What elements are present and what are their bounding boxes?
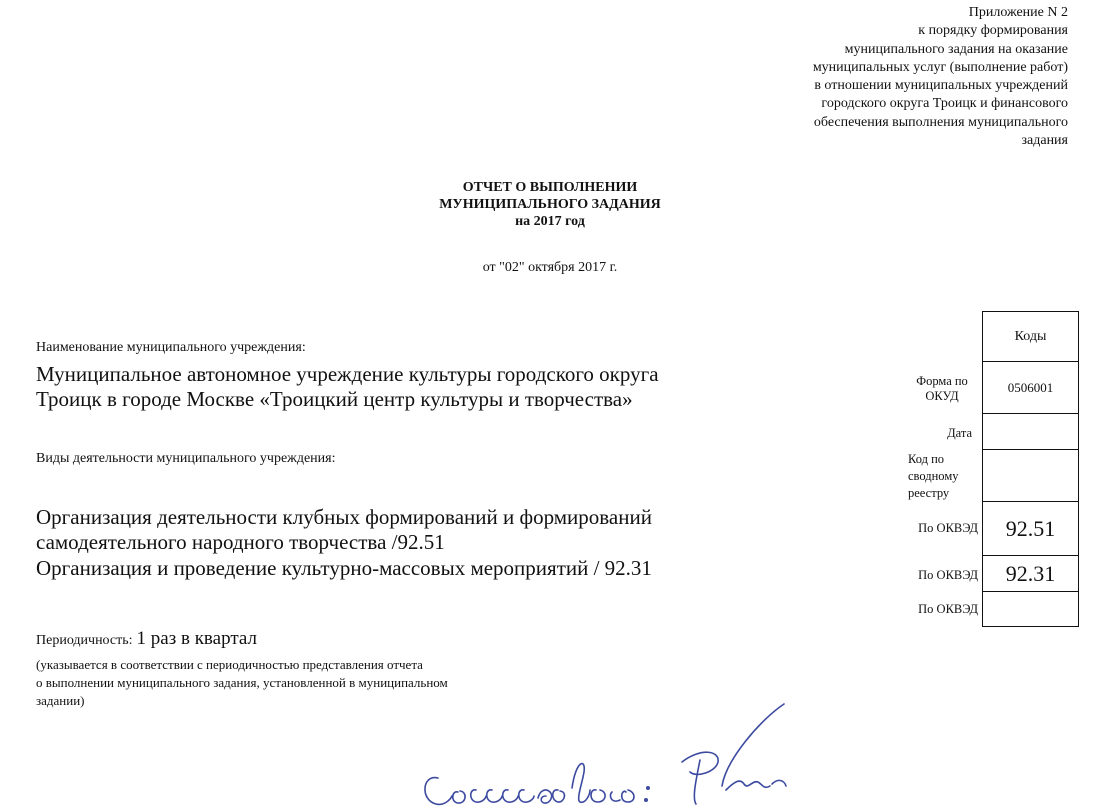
appendix-note <box>813 4 1068 150</box>
registry-code-value <box>983 450 1078 502</box>
activity-line-1: Организация деятельности клубных формирований и формирований <box>36 505 652 529</box>
registry-code-label: Код по сводному реестру <box>908 452 959 500</box>
institution-name-line-1: Муниципальное автономное учреждение культуры городского округа <box>36 362 659 386</box>
institution-label: Наименование муниципального учреждения: <box>36 340 306 355</box>
appendix-line: муниципальных услуг (выполнение работ) <box>812 59 1068 75</box>
okud-value: 0506001 <box>983 362 1078 414</box>
signature-handwriting <box>400 700 840 808</box>
report-title <box>330 179 770 230</box>
institution-name-line-2: Троицк в городе Москве «Троицкий центр культуры и творчества» <box>36 387 633 411</box>
activities-label: Виды деятельности муниципального учреждения: <box>36 451 336 466</box>
periodicity <box>36 628 257 650</box>
date-value <box>983 414 1078 450</box>
appendix-line: задания <box>1021 133 1068 149</box>
codes-table <box>982 311 1079 627</box>
okved-value-1: 92.51 <box>983 502 1078 556</box>
title-line-2: МУНИЦИПАЛЬНОГО ЗАДАНИЯ <box>439 197 661 212</box>
date-label: Дата <box>947 426 972 440</box>
codes-header: Коды <box>983 312 1078 362</box>
appendix-line: к порядку формирования <box>918 23 1068 39</box>
appendix-line: Приложение N 2 <box>968 5 1068 20</box>
activity-line-2: самодеятельного народного творчества /92.51 <box>36 530 445 554</box>
activity-line-3: Организация и проведение культурно-массовых мероприятий / 92.31 <box>36 556 652 580</box>
okved-label-3: По ОКВЭД <box>918 602 978 616</box>
periodicity-value: 1 раз в квартал <box>136 628 257 649</box>
periodicity-note: (указывается в соответствии с периодичностью представления отчета о выполнении муниципального задания, установленной в муниципальном задании) <box>36 657 448 708</box>
title-year: на 2017 год <box>515 214 585 229</box>
okved-label-1: По ОКВЭД <box>918 521 978 535</box>
appendix-line: в отношении муниципальных учреждений <box>814 78 1068 94</box>
okud-label: Форма по ОКУД <box>916 374 968 403</box>
okved-label-2: По ОКВЭД <box>918 568 978 582</box>
appendix-line: муниципального задания на оказание <box>844 41 1068 57</box>
appendix-line: обеспечения выполнения муниципального <box>813 114 1068 130</box>
appendix-line: городского округа Троицк и финансового <box>821 96 1068 112</box>
report-date: от "02" октября 2017 г. <box>482 260 618 275</box>
okved-value-2: 92.31 <box>983 556 1078 592</box>
title-line-1: ОТЧЕТ О ВЫПОЛНЕНИИ <box>462 180 638 195</box>
okved-value-3 <box>983 592 1078 626</box>
periodicity-label: Периодичность: <box>36 633 133 648</box>
